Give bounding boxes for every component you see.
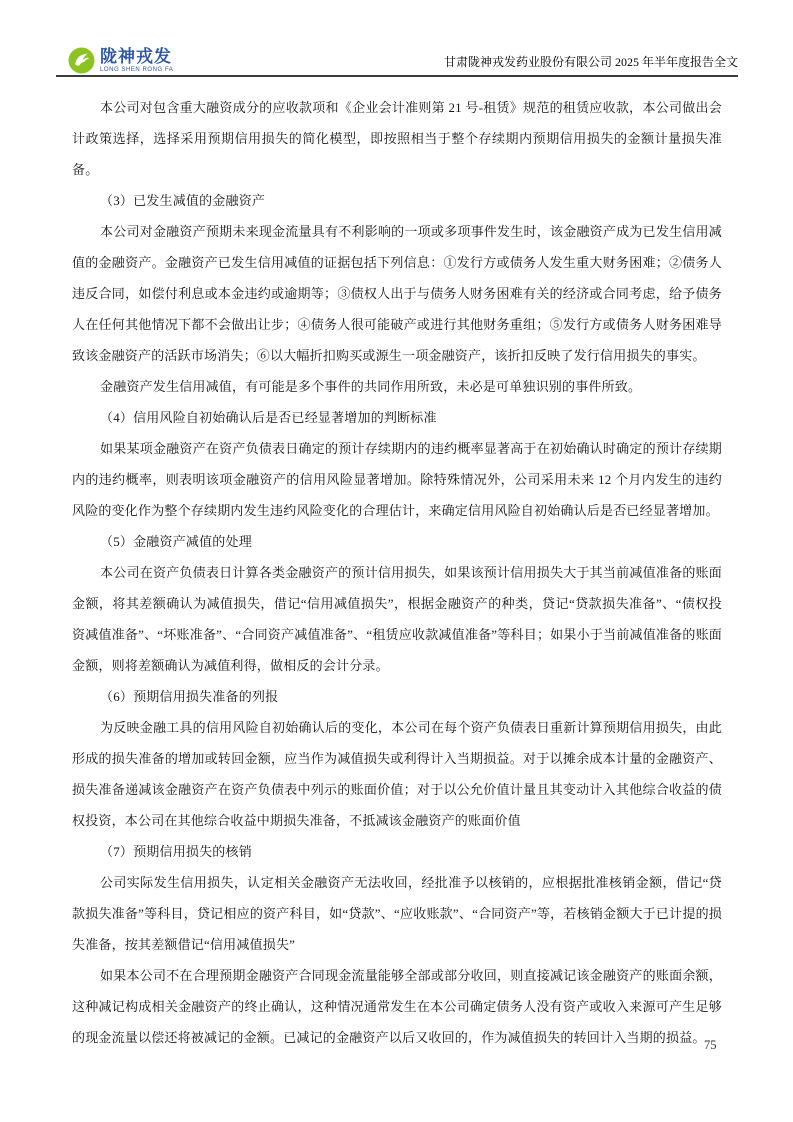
body-paragraph: 为反映金融工具的信用风险自初始确认后的变化，本公司在每个资产负债表日重新计算预期信用损失，由此形成的损失准备的增加或转回金额，应当作为减值损失或利得计入当期损益。对于以摊余成本计量的金融资产、损失准备递减该金融资产在资产负债表中列示的账面价值；对于以公允价值计量且其变动计入其他综合收益的债权投资，本公司在其他综合收益中期损失准备，不抵减该金融资产的账面价值	[72, 720, 722, 828]
brand-name-english: LONG SHEN RONG FA	[100, 67, 174, 73]
body-paragraph: 金融资产发生信用减值，有可能是多个事件的共同作用所致，未必是可单独识别的事件所致。	[100, 379, 642, 394]
body-paragraph: 本公司对金融资产预期未来现金流量具有不利影响的一项或多项事件发生时，该金融资产成为已发生信用减值的金融资产。金融资产已发生信用减值的证据包括下列信息：①发行方或债务人发生重大财务困难；②债务人违反合同，如偿付利息或本金违约或逾期等；③债权人出于与债务人财务困难有关的经济或合同考虑，给予债务人在任何其他情况下都不会做出让步；④债务人很可能破产或进行其他财务重组；⑤发行方或债务人财务困难导致该金融资产的活跃市场消失；⑥以大幅折扣购买或源生一项金融资产，该折扣反映了发行信用损失的事实。	[72, 224, 722, 363]
page-header	[56, 44, 738, 77]
body-paragraph: 本公司对包含重大融资成分的应收款项和《企业会计准则第 21 号-租赁》规范的租赁应收款，本公司做出会计政策选择，选择采用预期信用损失的简化模型，即按照相当于整个存续期内预期信用损失的金额计量损失准备。	[72, 100, 722, 177]
report-header-title: 甘肃陇神戎发药业股份有限公司 2025 年半年度报告全文	[443, 55, 738, 69]
longshen-leaf-logo-icon	[68, 47, 95, 74]
section-heading: （6）预期信用损失准备的列报	[100, 689, 279, 704]
body-paragraph: 公司实际发生信用损失，认定相关金融资产无法收回，经批准予以核销的，应根据批准核销金额，借记“贷款损失准备”等科目，贷记相应的资产科目，如“贷款”、“应收账款”、“合同资产”等，若核销金额大于已计提的损失准备，按其差额借记“信用减值损失”	[72, 875, 722, 952]
body-paragraph: 如果本公司不在合理预期金融资产合同现金流量能够全部或部分收回，则直接减记该金融资产的账面余额，这种减记构成相关金融资产的终止确认，这种情况通常发生在本公司确定债务人没有资产或收入来源可产生足够的现金流量以偿还将被减记的金额。已减记的金融资产以后又收回的，作为减值损失的转回计入当期的损益。	[72, 968, 722, 1045]
section-heading: （4）信用风险自初始确认后是否已经显著增加的判断标准	[100, 410, 437, 425]
document-body	[72, 92, 722, 1053]
company-logo	[68, 47, 173, 75]
page-number: 75	[704, 1038, 717, 1052]
section-heading: （3）已发生减值的金融资产	[100, 193, 266, 208]
section-heading: （7）预期信用损失的核销	[100, 844, 252, 859]
section-heading: （5）金融资产减值的处理	[100, 534, 252, 549]
company-logo-text	[100, 48, 173, 73]
body-paragraph: 如果某项金融资产在资产负债表日确定的预计存续期内的违约概率显著高于在初始确认时确定的预计存续期内的违约概率，则表明该项金融资产的信用风险显著增加。除特殊情况外，公司采用未来 12 个月内发生的违约风险的变化作为整个存续期内发生违约风险变化的合理估计，来确定信用风险自初始确认后是否已经显著增加。	[72, 441, 722, 518]
body-paragraph: 本公司在资产负债表日计算各类金融资产的预计信用损失，如果该预计信用损失大于其当前减值准备的账面金额，将其差额确认为减值损失，借记“信用减值损失”，根据金融资产的种类，贷记“贷款损失准备”、“债权投资减值准备”、“坏账准备”、“合同资产减值准备”、“租赁应收款减值准备”等科目；如果小于当前减值准备的账面金额，则将差额确认为减值利得，做相反的会计分录。	[72, 565, 722, 673]
brand-name-chinese: 陇神戎发	[100, 47, 172, 66]
